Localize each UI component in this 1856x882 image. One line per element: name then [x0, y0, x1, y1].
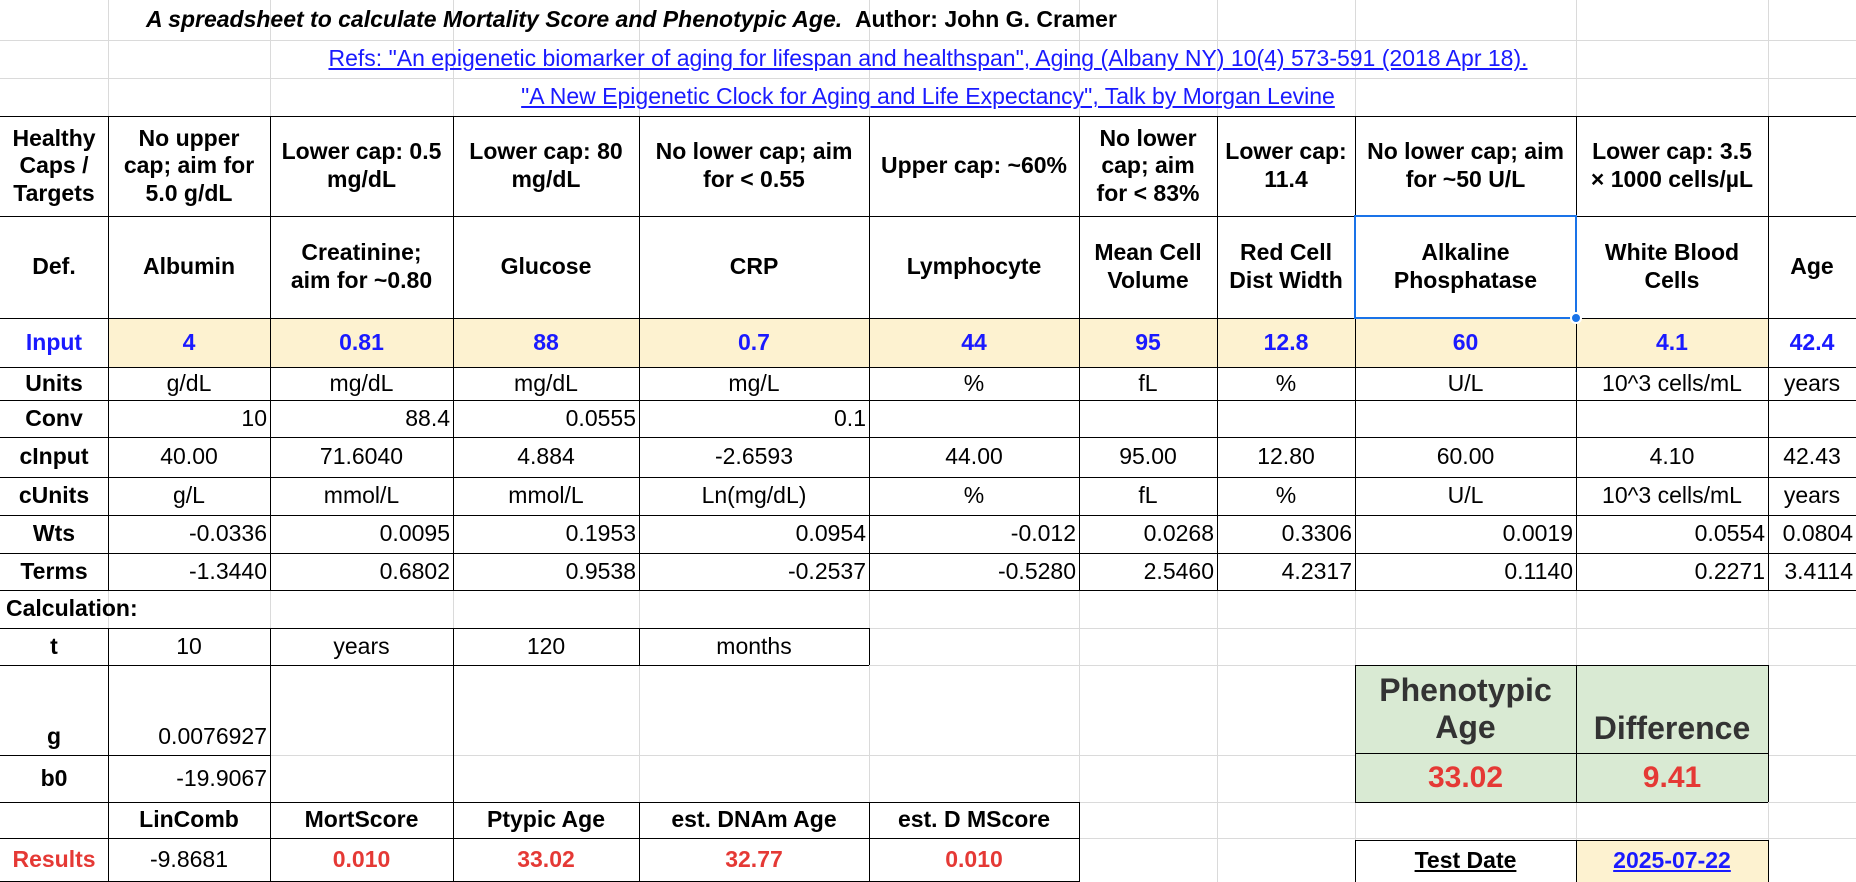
cunits-cell: years: [1783, 482, 1841, 509]
result-value: 33.02: [517, 846, 575, 873]
def-cell: Glucose: [500, 253, 592, 280]
border-h: [0, 400, 1856, 401]
calculation-label: Calculation:: [6, 595, 138, 622]
title-row: [0, 0, 1856, 40]
border-v: [108, 116, 109, 590]
result-header: MortScore: [304, 806, 419, 833]
input-cell[interactable]: 4: [182, 328, 196, 355]
border-v: [1576, 840, 1577, 882]
border-v: [639, 628, 640, 665]
border-h: [0, 802, 1079, 803]
border-v: [270, 665, 271, 802]
input-cell[interactable]: 88: [533, 328, 559, 355]
wts-cell: 0.0019: [1502, 520, 1573, 547]
conv-cell: 10: [241, 404, 267, 431]
wts-cell: 0.0554: [1694, 520, 1765, 547]
def-cell: Creatinine; aim for ~0.80: [290, 239, 433, 293]
row-label-caps: Healthy Caps / Targets: [12, 124, 96, 206]
border-h: [0, 477, 1856, 478]
border-h: [0, 116, 1856, 117]
cunits-cell: mmol/L: [323, 482, 400, 509]
terms-cell: 0.2271: [1694, 557, 1765, 584]
result-value: 0.010: [332, 846, 391, 873]
row-label-cunits: cUnits: [18, 482, 90, 509]
def-cell: Red Cell Dist Width: [1229, 239, 1343, 293]
border-h: [0, 515, 1856, 516]
t-months-unit: months: [716, 632, 792, 659]
row-label-terms: Terms: [20, 557, 88, 584]
conv-cell: 0.1: [834, 404, 866, 431]
result-value: -9.8681: [149, 846, 228, 873]
terms-cell: -1.3440: [188, 557, 267, 584]
result-header: est. DNAm Age: [671, 806, 837, 833]
t-unit: years: [333, 632, 390, 659]
input-cell[interactable]: 44: [961, 328, 987, 355]
t-label: t: [50, 632, 58, 659]
row-label-input: Input: [25, 328, 83, 355]
cinput-cell: 71.6040: [319, 443, 404, 470]
def-cell: Mean Cell Volume: [1094, 239, 1202, 293]
border-v: [453, 628, 454, 665]
border-v: [108, 665, 109, 802]
conv-cell: [1217, 400, 1355, 437]
border-v: [453, 116, 454, 590]
result-header: LinComb: [139, 806, 239, 833]
conv-cell: [1768, 400, 1856, 437]
phenotypic-age-value: 33.02: [1355, 753, 1576, 802]
border-v: [1576, 665, 1577, 802]
units-cell: %: [1275, 369, 1297, 396]
cinput-cell: 95.00: [1119, 443, 1177, 470]
input-cell[interactable]: 60: [1452, 328, 1479, 355]
def-cell: Lymphocyte: [906, 253, 1042, 280]
border-v: [1217, 116, 1218, 590]
border-v: [869, 116, 870, 590]
t-months-value: 120: [526, 632, 566, 659]
cinput-cell: 12.80: [1257, 443, 1315, 470]
def-cell: White Blood Cells: [1604, 239, 1740, 293]
cap-cell: Lower cap: 11.4: [1225, 138, 1347, 192]
units-cell: fL: [1138, 369, 1158, 396]
border-h: [0, 216, 1856, 217]
border-v: [270, 802, 271, 882]
border-v: [1768, 840, 1769, 882]
row-label-cinput: cInput: [19, 443, 89, 470]
terms-cell: 4.2317: [1281, 557, 1352, 584]
cell-selection: [1354, 215, 1577, 319]
cinput-cell: 44.00: [945, 443, 1003, 470]
terms-cell: 2.5460: [1143, 557, 1214, 584]
wts-cell: -0.012: [1010, 520, 1076, 547]
author: Author: John G. Cramer: [854, 6, 1117, 33]
wts-cell: 0.0804: [1782, 520, 1853, 547]
cunits-cell: %: [1275, 482, 1297, 509]
cap-cell: Lower cap: 80 mg/dL: [469, 138, 623, 192]
border-v: [270, 628, 271, 665]
cap-cell: Lower cap: 3.5 × 1000 cells/µL: [1590, 138, 1754, 192]
b0-label: b0: [40, 764, 68, 791]
cunits-cell: fL: [1138, 482, 1158, 509]
border-v: [1079, 802, 1080, 882]
sheet-title: A spreadsheet to calculate Mortality Score and Phenotypic Age.: [146, 6, 843, 33]
row-label-units: Units: [25, 369, 83, 396]
border-v: [639, 116, 640, 590]
border-v: [108, 628, 109, 665]
def-cell: Age: [1790, 253, 1834, 280]
cinput-cell: -2.6593: [714, 443, 793, 470]
border-v: [869, 802, 870, 882]
units-cell: years: [1783, 369, 1841, 396]
border-v: [1768, 116, 1769, 590]
border-h: [0, 590, 1856, 591]
wts-cell: 0.0268: [1143, 520, 1214, 547]
border-v: [108, 802, 109, 882]
border-h: [1355, 802, 1768, 803]
g-label: g: [46, 723, 62, 750]
wts-cell: 0.0954: [795, 520, 866, 547]
border-v: [639, 802, 640, 882]
input-cell[interactable]: 0.7: [738, 328, 770, 355]
wts-cell: 0.1953: [565, 520, 636, 547]
cunits-cell: U/L: [1447, 482, 1484, 509]
conv-cell: [1576, 400, 1768, 437]
terms-cell: 0.1140: [1504, 557, 1573, 584]
border-v: [869, 628, 870, 665]
cinput-cell: 4.884: [517, 443, 575, 470]
border-h: [0, 367, 1856, 368]
cunits-cell: %: [963, 482, 985, 509]
conv-cell: [1355, 400, 1576, 437]
border-v: [1079, 116, 1080, 590]
conv-cell: 0.0555: [565, 404, 636, 431]
cinput-cell: 4.10: [1649, 443, 1695, 470]
conv-cell: [1079, 400, 1217, 437]
def-cell: CRP: [729, 253, 779, 280]
cap-cell: No lower cap; aim for < 0.55: [655, 138, 853, 192]
input-cell[interactable]: 42.4: [1789, 328, 1835, 355]
difference-value: 9.41: [1576, 753, 1768, 802]
result-header: est. D MScore: [897, 806, 1051, 833]
t-value: 10: [176, 632, 202, 659]
wts-cell: 0.3306: [1281, 520, 1352, 547]
cap-cell: Upper cap: ~60%: [881, 152, 1067, 179]
fill-handle[interactable]: [1570, 312, 1582, 324]
test-date-value: 2025-07-22: [1576, 840, 1768, 882]
input-cell[interactable]: 12.8: [1263, 328, 1309, 355]
border-h: [0, 437, 1856, 438]
border-v: [1355, 665, 1356, 802]
conv-cell: 88.4: [405, 404, 450, 431]
terms-cell: -0.2537: [787, 557, 866, 584]
border-h: [1355, 753, 1768, 754]
cinput-cell: 42.43: [1783, 443, 1841, 470]
cinput-cell: 60.00: [1436, 443, 1495, 470]
border-h: [0, 553, 1856, 554]
terms-cell: 3.4114: [1784, 557, 1853, 584]
difference-label: Difference: [1576, 665, 1768, 753]
result-value: 32.77: [725, 846, 783, 873]
border-v: [1355, 116, 1356, 590]
def-cell: Albumin: [143, 253, 235, 280]
units-cell: g/dL: [166, 369, 212, 396]
border-v: [453, 802, 454, 882]
cap-cell: No upper cap; aim for 5.0 g/dL: [123, 124, 255, 206]
cunits-cell: 10^3 cells/mL: [1602, 482, 1742, 509]
talk-link[interactable]: "A New Epigenetic Clock for Aging and Life Expectancy", Talk by Morgan Levine: [521, 83, 1335, 110]
units-cell: U/L: [1447, 369, 1484, 396]
row-label-wts: Wts: [32, 520, 76, 547]
cunits-cell: mmol/L: [508, 482, 584, 509]
border-h: [0, 755, 270, 756]
units-cell: %: [963, 369, 985, 396]
input-cell[interactable]: 95: [1135, 328, 1161, 355]
units-cell: mg/L: [728, 369, 780, 396]
border-v: [1355, 840, 1356, 882]
terms-cell: 0.9538: [565, 557, 636, 584]
border-v: [453, 665, 454, 802]
results-label: Results: [12, 846, 96, 873]
cunits-cell: Ln(mg/dL): [701, 482, 807, 509]
input-cell[interactable]: 4.1: [1656, 328, 1688, 355]
terms-cell: 0.6802: [379, 557, 450, 584]
row-label-def: Def.: [32, 253, 76, 280]
units-cell: mg/dL: [514, 369, 578, 396]
cap-cell: Lower cap: 0.5 mg/dL: [281, 138, 442, 192]
input-cell[interactable]: 0.81: [339, 328, 384, 355]
wts-cell: -0.0336: [188, 520, 267, 547]
result-header: Ptypic Age: [486, 806, 605, 833]
border-h: [0, 838, 1079, 839]
cap-cell: [1768, 116, 1856, 216]
test-date-label: Test Date: [1414, 847, 1517, 874]
cap-cell: No lower cap; aim for ~50 U/L: [1367, 138, 1564, 192]
wts-cell: 0.0095: [379, 520, 450, 547]
border-v: [1768, 665, 1769, 802]
refs-link[interactable]: Refs: "An epigenetic biomarker of aging for lifespan and healthspan", Aging (Albany NY) 10(4) 573-591 (2018 Apr 18).: [328, 45, 1528, 72]
terms-cell: -0.5280: [997, 557, 1076, 584]
cunits-cell: g/L: [173, 482, 205, 509]
border-h: [1355, 665, 1768, 666]
units-cell: 10^3 cells/mL: [1602, 369, 1742, 396]
result-value: 0.010: [945, 846, 1003, 873]
g-value: 0.0076927: [158, 723, 267, 750]
conv-cell: [869, 400, 1079, 437]
units-cell: mg/dL: [329, 369, 394, 396]
phenotypic-age-label: Phenotypic Age: [1355, 665, 1576, 753]
cinput-cell: 40.00: [160, 443, 218, 470]
cap-cell: No lower cap; aim for < 83%: [1096, 124, 1200, 206]
border-h: [0, 665, 869, 666]
border-v: [270, 116, 271, 590]
b0-value: -19.9067: [176, 764, 267, 791]
border-v: [1576, 116, 1577, 590]
def-cell: Alkaline Phosphatase: [1393, 239, 1538, 293]
row-label-conv: Conv: [25, 404, 83, 431]
border-h: [1355, 840, 1768, 841]
border-h: [0, 628, 869, 629]
